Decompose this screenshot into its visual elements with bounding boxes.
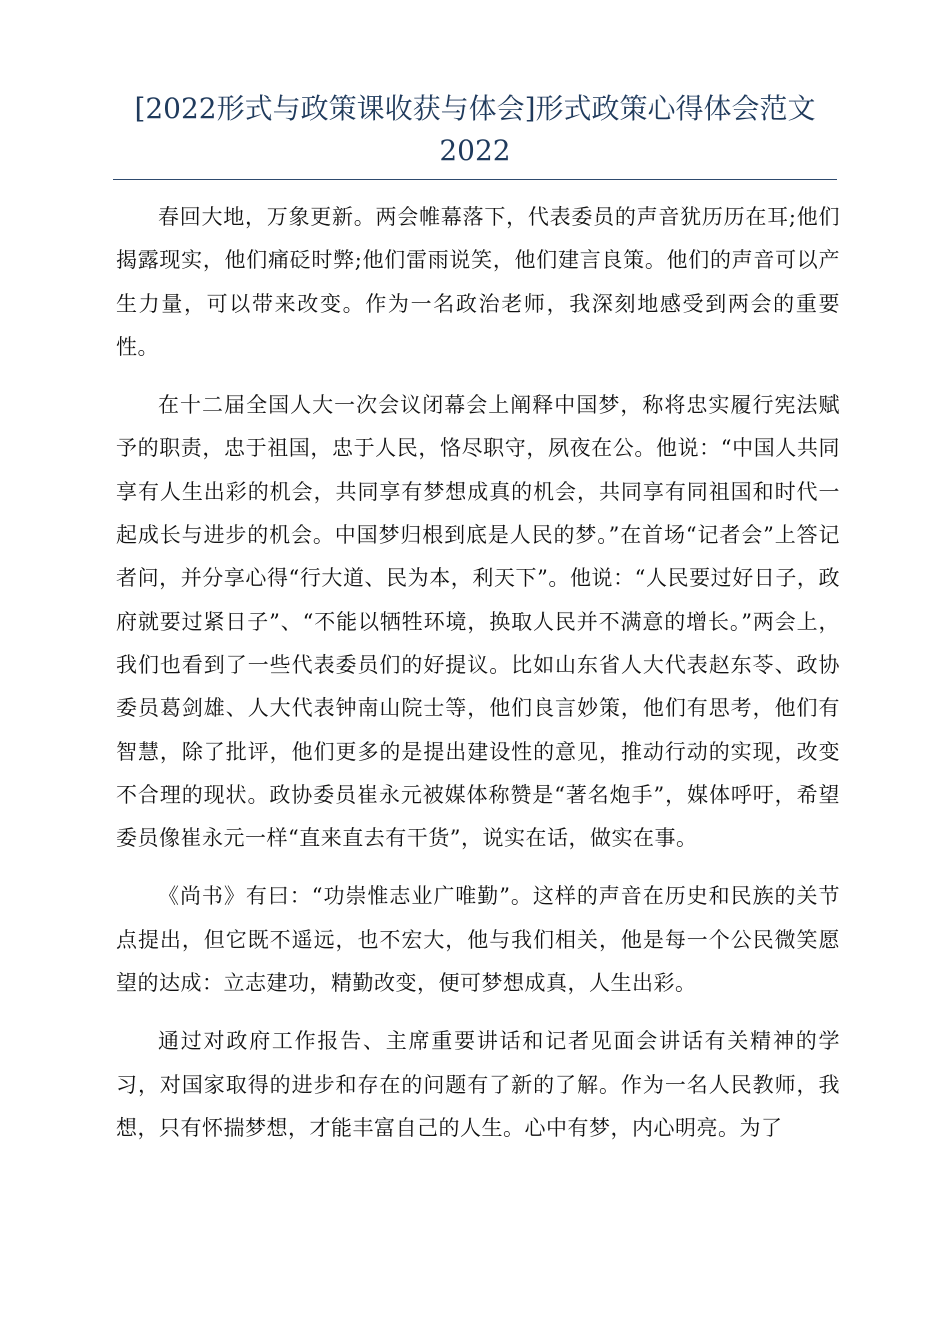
document-body [116,196,840,1165]
paragraph-2: 在十二届全国人大一次会议闭幕会上阐释中国梦，称将忠实履行宪法赋予的职责，忠于祖国，忠于人民，恪尽职守，夙夜在公。他说：“中国人共同享有人生出彩的机会，共同享有梦想成真的机会，共同享有同祖国和时代一起成长与进步的机会。中国梦归根到底是人民的梦。”在首场“记者会”上答记者问，并分享心得“行大道、民为本，利天下”。他说：“人民要过好日子，政府就要过紧日子”、“不能以牺牲环境，换取人民并不满意的增长。”两会上，我们也看到了一些代表委员们的好提议。比如山东省人大代表赵东苓、政协委员葛剑雄、人大代表钟南山院士等，他们良言妙策，他们有思考，他们有智慧，除了批评，他们更多的是提出建设性的意见，推动行动的实现，改变不合理的现状。政协委员崔永元被媒体称赞是“著名炮手”，媒体呼吁，希望委员像崔永元一样“直来直去有干货”，说实在话，做实在事。 [116,393,840,851]
paragraph-4: 通过对政府工作报告、主席重要讲话和记者见面会讲话有关精神的学习，对国家取得的进步和存在的问题有了新的了解。作为一名人民教师，我想，只有怀揣梦想，才能丰富自己的人生。心中有梦，内心明亮。为了 [116,1029,840,1140]
paragraph-3: 《尚书》有曰：“功崇惟志业广唯勤”。这样的声音在历史和民族的关节点提出，但它既不遥远，也不宏大，他与我们相关，他是每一个公民微笑愿望的达成：立志建功，精勤改变，便可梦想成真，人生出彩。 [116,884,840,996]
document-title: [2022形式与政策课收获与体会]形式政策心得体会范文2022 [134,92,816,167]
paragraph-1: 春回大地，万象更新。两会帷幕落下，代表委员的声音犹历历在耳;他们揭露现实，他们痛砭时弊;他们雷雨说笑，他们建言良策。他们的声音可以产生力量，可以带来改变。作为一名政治老师，我深刻地感受到两会的重要性。 [116,205,840,359]
title-divider [113,179,837,180]
